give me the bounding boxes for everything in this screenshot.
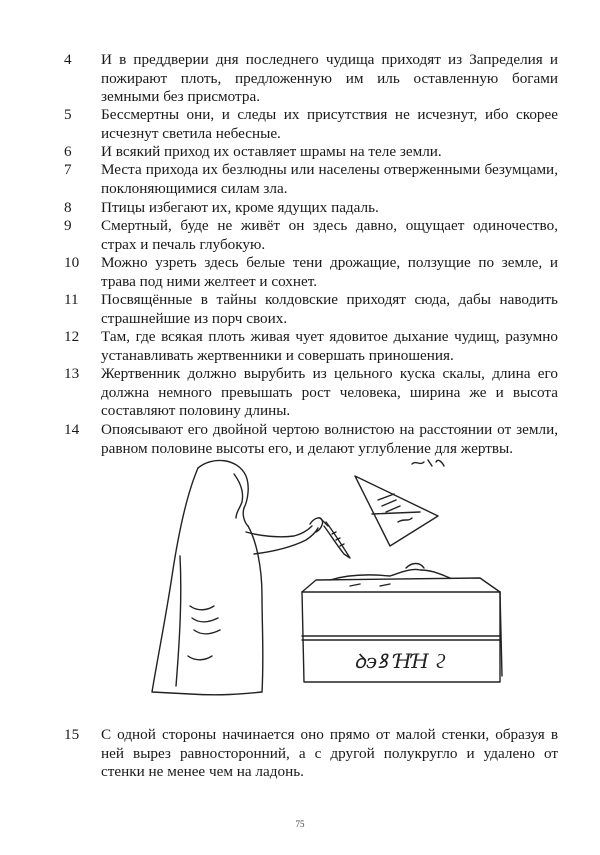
verse-number: 9 bbox=[64, 217, 72, 234]
verse-4 bbox=[64, 51, 558, 107]
verse-text: Опоясывают его двойной чертою волнистою на расстоянии от земли, равном половине высоты его, и делают углубление для жертвы. bbox=[101, 421, 558, 457]
verse-8 bbox=[64, 199, 558, 218]
triangle-sigil bbox=[355, 460, 444, 546]
verse-text: И всякий приход их оставляет шрамы на теле земли. bbox=[101, 143, 442, 160]
verse-text: Можно узреть здесь белые тени дрожащие, ползущие по земле, и трава под ними желтеет и сохнет. bbox=[101, 254, 558, 290]
verse-text: С одной стороны начинается оно прямо от малой стенки, образуя в ней вырез равносторонний, а с другой полукругло и удалено от стенки не менее чем на ладонь. bbox=[101, 726, 558, 781]
verse-15 bbox=[64, 726, 558, 782]
verse-number: 12 bbox=[64, 328, 80, 345]
verse-14 bbox=[64, 421, 558, 458]
page-number: 75 bbox=[295, 819, 305, 829]
verse-number: 5 bbox=[64, 106, 72, 123]
verse-text: Жертвенник должно вырубить из цельного куска скалы, длина его должна немного превышать рост человека, ширина же и высота составляют половину длины. bbox=[101, 365, 558, 420]
verse-number: 7 bbox=[64, 161, 72, 178]
verse-10 bbox=[64, 254, 558, 291]
verse-9 bbox=[64, 217, 558, 254]
verse-6 bbox=[64, 143, 558, 162]
verse-text: Посвящённые в тайны колдовские приходят сюда, дабы наводить страшнейшие из порч своих. bbox=[101, 291, 558, 327]
verse-number: 10 bbox=[64, 254, 80, 271]
altar-illustration bbox=[150, 456, 560, 716]
verse-text: Смертный, буде не живёт он здесь давно, ощущает одиночество, страх и печаль глубокую. bbox=[101, 217, 558, 253]
verse-number: 4 bbox=[64, 51, 72, 68]
verse-text: И в преддверии дня последнего чудища приходят из Запределия и пожирают плоть, предложенную им иль оставленную богами земными без присмотра. bbox=[101, 51, 558, 106]
altar-inscription: ꝺ϶ꝸ ꞪꞪ ϩ bbox=[353, 649, 447, 673]
verse-text: Птицы избегают их, кроме ядущих падаль. bbox=[101, 199, 379, 216]
verse-5 bbox=[64, 106, 558, 143]
knife-icon bbox=[320, 518, 350, 558]
verse-number: 11 bbox=[64, 291, 79, 308]
verse-number: 6 bbox=[64, 143, 72, 160]
verse-text: Там, где всякая плоть живая чует ядовитое дыхание чудищ, разумно устанавливать жертвенники и совершать приношения. bbox=[101, 328, 558, 364]
verse-number: 13 bbox=[64, 365, 80, 382]
verse-7 bbox=[64, 161, 558, 198]
verse-text: Бессмертны они, и следы их присутствия не исчезнут, ибо скорее исчезнут светила небесные. bbox=[101, 106, 558, 142]
verse-number: 8 bbox=[64, 199, 72, 216]
verse-13 bbox=[64, 365, 558, 421]
verse-number: 15 bbox=[64, 726, 80, 743]
verse-12 bbox=[64, 328, 558, 365]
verse-11 bbox=[64, 291, 558, 328]
verse-number: 14 bbox=[64, 421, 80, 438]
hooded-figure bbox=[152, 460, 323, 694]
verse-text: Места прихода их безлюдны или населены отверженными безумцами, поклоняющимися силам зла. bbox=[101, 161, 558, 197]
